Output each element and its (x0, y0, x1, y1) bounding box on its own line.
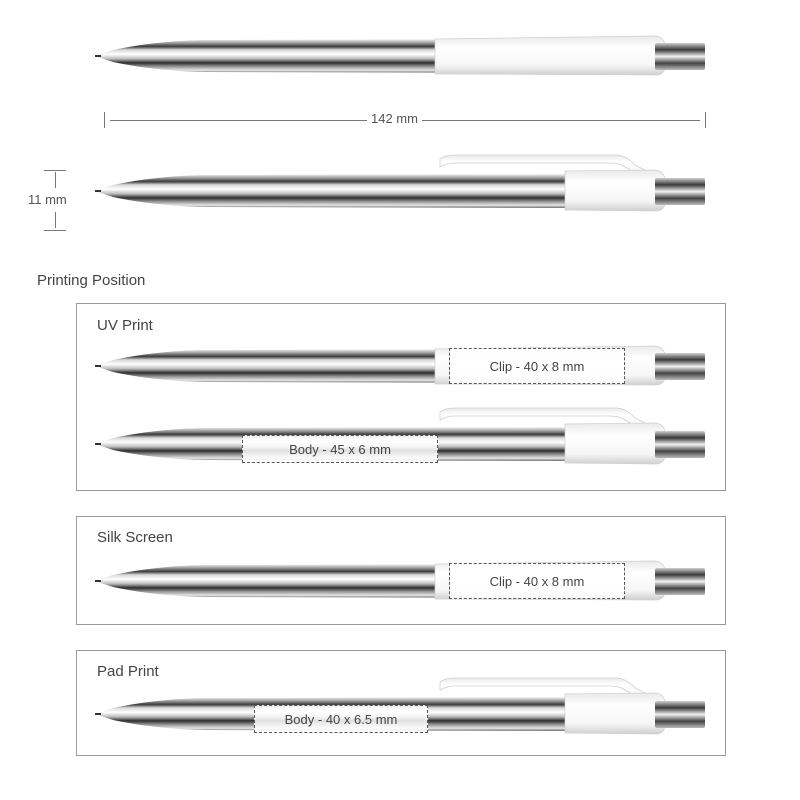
length-label: 142 mm (367, 111, 422, 126)
uv-body-print-area: Body - 45 x 6 mm (242, 435, 438, 463)
pad-body-print-area: Body - 40 x 6.5 mm (254, 705, 428, 733)
pad-print-title: Pad Print (97, 663, 159, 680)
uv-print-title: UV Print (97, 317, 153, 334)
diameter-line-top (55, 172, 56, 188)
printing-position-title: Printing Position (37, 272, 146, 289)
silk-screen-title: Silk Screen (97, 529, 173, 546)
diameter-tick-bottom (44, 230, 66, 231)
uv-clip-print-area: Clip - 40 x 8 mm (449, 348, 625, 384)
length-tick-left (104, 112, 105, 128)
diameter-tick-top (44, 170, 66, 171)
silk-clip-print-area: Clip - 40 x 8 mm (449, 563, 625, 599)
pen-front-view (95, 35, 710, 80)
diameter-line-bottom (55, 212, 56, 228)
length-tick-right (705, 112, 706, 128)
pen-side-view (95, 155, 710, 215)
diameter-label: 11 mm (28, 192, 67, 207)
